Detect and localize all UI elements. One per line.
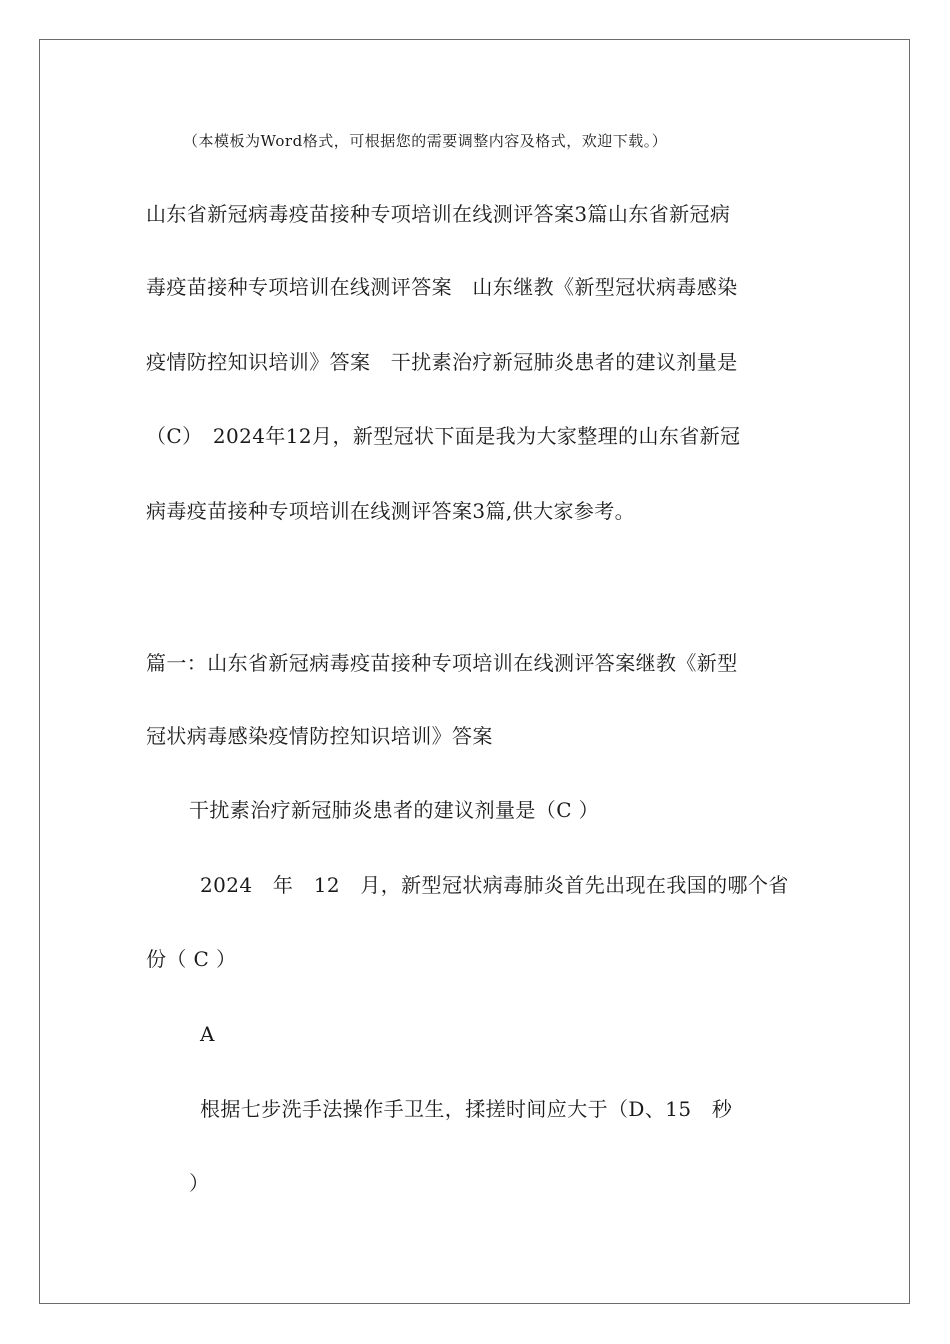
question-interferon-dose: 干扰素治疗新冠肺炎患者的建议剂量是（C ）: [189, 798, 600, 822]
intro-line-1: 山东省新冠病毒疫苗接种专项培训在线测评答案3篇山东省新冠病: [146, 202, 731, 226]
intro-line-4: （C） 2024年12月，新型冠状下面是我为大家整理的山东省新冠: [146, 424, 741, 448]
section-one-heading-line-2: 冠状病毒感染疫情防控知识培训》答案: [146, 724, 493, 748]
question-handwash-line-1: 根据七步洗手法操作手卫生，揉搓时间应大于（D、15 秒: [200, 1097, 733, 1121]
question-first-province-line-1: 2024 年 12 月，新型冠状病毒肺炎首先出现在我国的哪个省: [200, 873, 789, 897]
intro-line-2: 毒疫苗接种专项培训在线测评答案 山东继教《新型冠状病毒感染: [146, 275, 738, 299]
question-handwash-line-2: ）: [189, 1171, 210, 1195]
template-note: （本模板为Word格式，可根据您的需要调整内容及格式，欢迎下载。）: [183, 132, 668, 150]
question-first-province-line-2: 份（ C ）: [146, 947, 237, 971]
answer-option-a: A: [200, 1022, 215, 1046]
section-one-heading-line-1: 篇一：山东省新冠病毒疫苗接种专项培训在线测评答案继教《新型: [146, 651, 738, 675]
intro-line-3: 疫情防控知识培训》答案 干扰素治疗新冠肺炎患者的建议剂量是: [146, 350, 738, 374]
intro-line-5: 病毒疫苗接种专项培训在线测评答案3篇,供大家参考。: [146, 499, 636, 523]
